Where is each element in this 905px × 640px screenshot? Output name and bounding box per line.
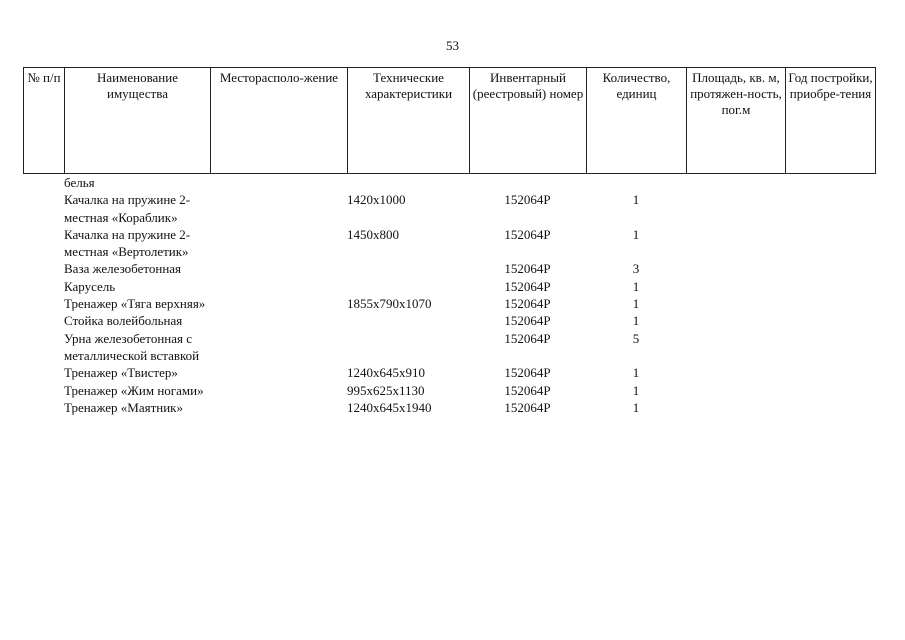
item-year — [785, 295, 875, 312]
table-row — [23, 312, 875, 329]
item-inventory-number: 152064Р — [504, 365, 551, 381]
item-inventory-number: 152064Р — [504, 313, 551, 329]
item-tech-specs: 995х625х1130 — [347, 382, 425, 398]
table-row — [23, 174, 875, 191]
row-number — [23, 226, 64, 261]
item-tech-specs: 1240х645х910 — [347, 365, 425, 381]
item-year — [785, 399, 875, 416]
item-year — [785, 191, 875, 226]
item-location — [210, 312, 347, 329]
item-area — [686, 330, 785, 365]
item-tech-specs: 1450х800 — [347, 226, 399, 242]
table-row — [23, 364, 875, 381]
item-tech-specs — [347, 174, 469, 191]
item-inventory-number: 152064Р — [504, 382, 551, 398]
header-area: Площадь, кв. м, протяжен-ность, пог.м — [687, 68, 786, 174]
item-quantity: 1 — [632, 278, 640, 294]
item-location — [210, 226, 347, 261]
item-quantity: 1 — [632, 382, 640, 398]
table-row — [23, 399, 875, 416]
item-tech-specs — [347, 260, 469, 277]
item-area — [686, 382, 785, 399]
header-quantity: Количество, единиц — [587, 68, 687, 174]
item-location — [210, 295, 347, 312]
item-name: Ваза железобетонная — [64, 261, 182, 277]
table-row — [23, 260, 875, 277]
row-number — [23, 295, 64, 312]
table-row — [23, 226, 875, 261]
item-tech-specs — [347, 278, 469, 295]
item-area — [686, 174, 785, 191]
table-row — [23, 278, 875, 295]
item-location — [210, 260, 347, 277]
item-area — [686, 226, 785, 261]
item-quantity: 3 — [632, 261, 640, 277]
table-row — [23, 295, 875, 312]
header-name: Наименование имущества — [65, 68, 211, 174]
item-area — [686, 399, 785, 416]
item-location — [210, 278, 347, 295]
item-name: Качалка на пружине 2-местная «Вертолетик» — [64, 226, 191, 260]
item-quantity: 5 — [632, 330, 640, 346]
row-number — [23, 260, 64, 277]
table-row — [23, 382, 875, 399]
item-year — [785, 260, 875, 277]
item-area — [686, 278, 785, 295]
item-tech-specs: 1240х645х1940 — [347, 399, 432, 415]
item-inventory-number: 152064Р — [504, 330, 551, 346]
row-number — [23, 382, 64, 399]
item-area — [686, 191, 785, 226]
item-location — [210, 191, 347, 226]
header-row — [24, 68, 876, 174]
item-name: Стойка волейбольная — [64, 313, 183, 329]
item-inventory-number: 152064Р — [504, 296, 551, 312]
item-year — [785, 174, 875, 191]
item-location — [210, 364, 347, 381]
item-tech-specs — [347, 330, 469, 365]
item-inventory-number: 152064Р — [504, 226, 551, 242]
item-inventory-number — [469, 174, 586, 191]
item-inventory-number: 152064Р — [504, 261, 551, 277]
item-quantity: 1 — [632, 313, 640, 329]
item-year — [785, 382, 875, 399]
header-number: № п/п — [24, 68, 65, 174]
item-year — [785, 364, 875, 381]
row-number — [23, 364, 64, 381]
item-name: белья — [64, 175, 95, 190]
row-number — [23, 312, 64, 329]
item-quantity: 1 — [632, 192, 640, 208]
item-quantity — [586, 174, 686, 191]
item-name: Тренажер «Тяга верхняя» — [64, 296, 206, 312]
table-row — [23, 330, 875, 365]
item-year — [785, 330, 875, 365]
item-tech-specs: 1855х790х1070 — [347, 296, 432, 312]
item-location — [210, 330, 347, 365]
item-inventory-number: 152064Р — [504, 192, 551, 208]
item-quantity: 1 — [632, 226, 640, 242]
header-location: Месторасполо-жение — [211, 68, 348, 174]
item-name: Тренажер «Маятник» — [64, 399, 183, 415]
row-number — [23, 330, 64, 365]
item-name: Тренажер «Твистер» — [64, 365, 178, 381]
item-year — [785, 278, 875, 295]
row-number — [23, 399, 64, 416]
item-location — [210, 382, 347, 399]
item-year — [785, 312, 875, 329]
table-body — [23, 174, 875, 416]
item-inventory-number: 152064Р — [504, 278, 551, 294]
table-header — [23, 67, 876, 174]
item-area — [686, 295, 785, 312]
item-name: Урна железобетонная с металлической вставкой — [64, 330, 200, 363]
item-year — [785, 226, 875, 261]
item-tech-specs: 1420х1000 — [347, 192, 406, 208]
item-quantity: 1 — [632, 296, 640, 312]
item-name: Карусель — [64, 278, 116, 294]
item-location — [210, 399, 347, 416]
header-tech: Технические характеристики — [348, 68, 470, 174]
item-area — [686, 312, 785, 329]
item-inventory-number: 152064Р — [504, 399, 551, 415]
page-number: 53 — [446, 38, 459, 53]
row-number — [23, 278, 64, 295]
item-name: Качалка на пружине 2-местная «Кораблик» — [64, 192, 191, 225]
item-name: Тренажер «Жим ногами» — [64, 382, 204, 398]
item-area — [686, 260, 785, 277]
header-year: Год постройки, приобре-тения — [786, 68, 876, 174]
item-tech-specs — [347, 312, 469, 329]
header-inventory: Инвентарный (реестровый) номер — [470, 68, 587, 174]
item-area — [686, 364, 785, 381]
item-location — [210, 174, 347, 191]
row-number — [23, 174, 64, 191]
item-quantity: 1 — [632, 399, 640, 415]
table-row — [23, 191, 875, 226]
item-quantity: 1 — [632, 365, 640, 381]
row-number — [23, 191, 64, 226]
